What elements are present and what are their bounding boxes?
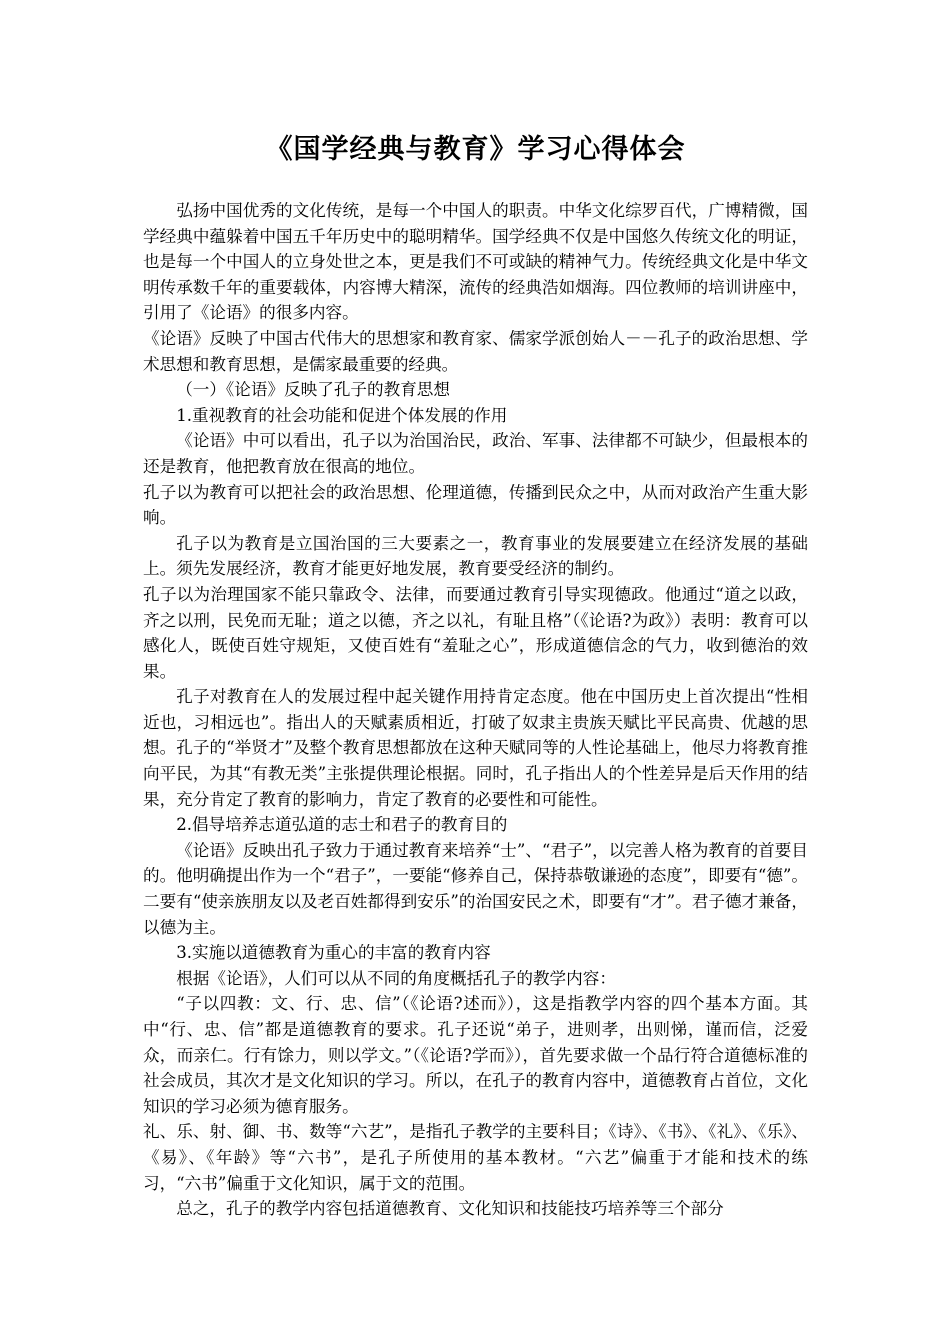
paragraph: 根据《论语》，人们可以从不同的角度概括孔子的教学内容： bbox=[176, 968, 616, 988]
document-page bbox=[143, 128, 808, 1222]
paragraph: 弘扬中国优秀的文化传统，是每一个中国人的职责。中华文化综罗百代，广博精微，国学经典中蕴躲着中国五千年历史中的聪明精华。国学经典不仅是中国悠久传统文化的明证，也是每一个中国人的立身处世之本，更是我们不可或缺的精神气力。传统经典文化是中华文明传承数千年的重要载体，内容博大精深，流传的经典浩如烟海。四位教师的培训讲座中，引用了《论语》的很多内容。 bbox=[143, 201, 808, 323]
document-title: 《国学经典与教育》学习心得体会 bbox=[265, 134, 686, 165]
paragraph: 孔子以为教育可以把社会的政治思想、伦理道德，传播到民众之中，从而对政治产生重大影响。 bbox=[143, 482, 808, 528]
subsection-heading: 3.实施以道德教育为重心的丰富的教育内容 bbox=[176, 943, 491, 963]
paragraph: 孔子以为教育是立国治国的三大要素之一，教育事业的发展要建立在经济发展的基础上。须先发展经济，教育才能更好地发展，教育要受经济的制约。 bbox=[143, 533, 808, 579]
section-heading: （一）《论语》反映了孔子的教育思想 bbox=[176, 380, 450, 400]
paragraph: 《论语》反映了中国古代伟大的思想家和教育家、儒家学派创始人－－孔子的政治思想、学术思想和教育思想，是儒家最重要的经典。 bbox=[143, 328, 808, 374]
paragraph: 孔子以为治理国家不能只靠政令、法律，而要通过教育引导实现德政。他通过“道之以政，齐之以刑，民免而无耻；道之以德，齐之以礼，有耻且格”（《论语?为政》）表明：教育可以感化人，既使百姓守规矩，又使百姓有“羞耻之心”，形成道德信念的气力，收到德治的效果。 bbox=[143, 584, 808, 681]
subsection-heading: 2.倡导培养志道弘道的志士和君子的教育目的 bbox=[176, 815, 508, 835]
paragraph: 《论语》反映出孔子致力于通过教育来培养“士”、“君子”，以完善人格为教育的首要目的。他明确提出作为一个“君子”，一要能“修养自己，保持恭敬谦逊的态度”，即要有“德”。二要有“使亲族朋友以及老百姓都得到安乐”的治国安民之术，即要有“才”。君子德才兼备，以德为主。 bbox=[143, 840, 808, 937]
paragraph: 礼、乐、射、御、书、数等“六艺”，是指孔子教学的主要科目；《诗》、《书》、《礼》、《乐》、《易》、《年龄》等“六书”，是孔子所使用的基本教材。“六艺”偏重于才能和技术的练习，“六书”偏重于文化知识，属于文的范围。 bbox=[143, 1122, 808, 1193]
paragraph: “子以四教：文、行、忠、信”（《论语?述而》），这是指教学内容的四个基本方面。其中“行、忠、信”都是道德教育的要求。孔子还说“弟子，进则孝，出则悌，谨而信，泛爱众，而亲仁。行有馀力，则以学文。”（《论语?学而》），首先要求做一个品行符合道德标准的社会成员，其次才是文化知识的学习。所以，在孔子的教育内容中，道德教育占首位，文化知识的学习必须为德育服务。 bbox=[143, 994, 808, 1116]
paragraph: 《论语》中可以看出，孔子以为治国治民，政治、军事、法律都不可缺少，但最根本的还是教育，他把教育放在很高的地位。 bbox=[143, 431, 808, 476]
paragraph: 总之，孔子的教学内容包括道德教育、文化知识和技能技巧培养等三个部分 bbox=[176, 1199, 724, 1219]
document-body bbox=[143, 198, 808, 1222]
paragraph: 孔子对教育在人的发展过程中起关键作用持肯定态度。他在中国历史上首次提出“性相近也，习相远也”。指出人的天赋素质相近，打破了奴隶主贵族天赋比平民高贵、优越的思想。孔子的“举贤才”及整个教育思想都放在这种天赋同等的人性论基础上，他尽力将教育推向平民，为其“有教无类”主张提供理论根据。同时，孔子指出人的个性差异是后天作用的结果，充分肯定了教育的影响力，肯定了教育的必要性和可能性。 bbox=[143, 687, 808, 809]
subsection-heading: 1.重视教育的社会功能和促进个体发展的作用 bbox=[176, 405, 508, 425]
